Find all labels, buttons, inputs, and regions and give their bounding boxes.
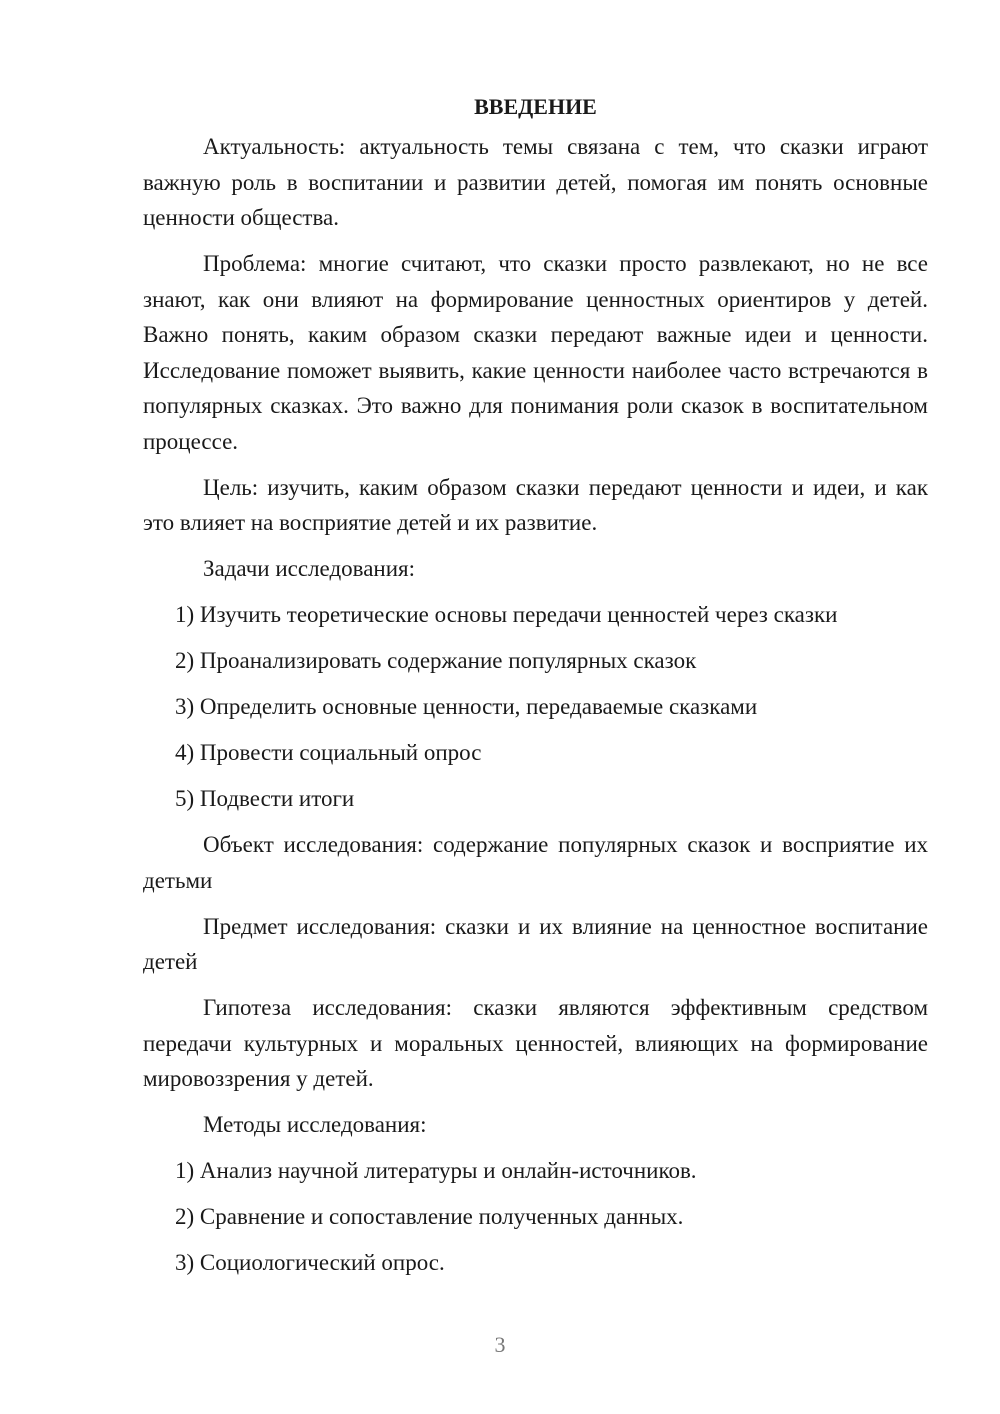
method-item: 1) Анализ научной литературы и онлайн-источников.	[175, 1158, 697, 1183]
task-item: 3) Определить основные ценности, передаваемые сказками	[175, 694, 758, 719]
methods-label: Методы исследования:	[203, 1112, 427, 1137]
object-paragraph: Объект исследования: содержание популярных сказок и восприятие их детьми	[143, 832, 928, 893]
task-item: 1) Изучить теоретические основы передачи ценностей через сказки	[175, 602, 838, 627]
page-number: 3	[494, 1332, 506, 1357]
task-item: 2) Проанализировать содержание популярных сказок	[175, 648, 697, 673]
goal-paragraph: Цель: изучить, каким образом сказки передают ценности и идеи, и как это влияет на восприятие детей и их развитие.	[143, 474, 928, 535]
page-content	[143, 92, 928, 1291]
section-heading: ВВЕДЕНИЕ	[474, 94, 597, 119]
method-item: 3) Социологический опрос.	[175, 1250, 445, 1275]
problem-paragraph: Проблема: многие считают, что сказки просто развлекают, но не все знают, как они влияют на формирование ценностных ориентиров у детей. Важно понять, каким образом сказки передают важные идеи и ценности. Исследование поможет выявить, какие ценности наиболее часто встречаются в популярных сказках. Это важно для понимания роли сказок в воспитательном процессе.	[143, 251, 928, 454]
task-item: 5) Подвести итоги	[175, 786, 355, 811]
method-item: 2) Сравнение и сопоставление полученных данных.	[175, 1204, 684, 1229]
task-item: 4) Провести социальный опрос	[175, 740, 482, 765]
hypothesis-paragraph: Гипотеза исследования: сказки являются эффективным средством передачи культурных и моральных ценностей, влияющих на формирование мировоззрения у детей.	[143, 995, 928, 1091]
relevance-paragraph: Актуальность: актуальность темы связана с тем, что сказки играют важную роль в воспитании и развитии детей, помогая им понять основные ценности общества.	[143, 134, 928, 230]
subject-paragraph: Предмет исследования: сказки и их влияние на ценностное воспитание детей	[143, 913, 928, 974]
tasks-label: Задачи исследования:	[203, 556, 416, 581]
